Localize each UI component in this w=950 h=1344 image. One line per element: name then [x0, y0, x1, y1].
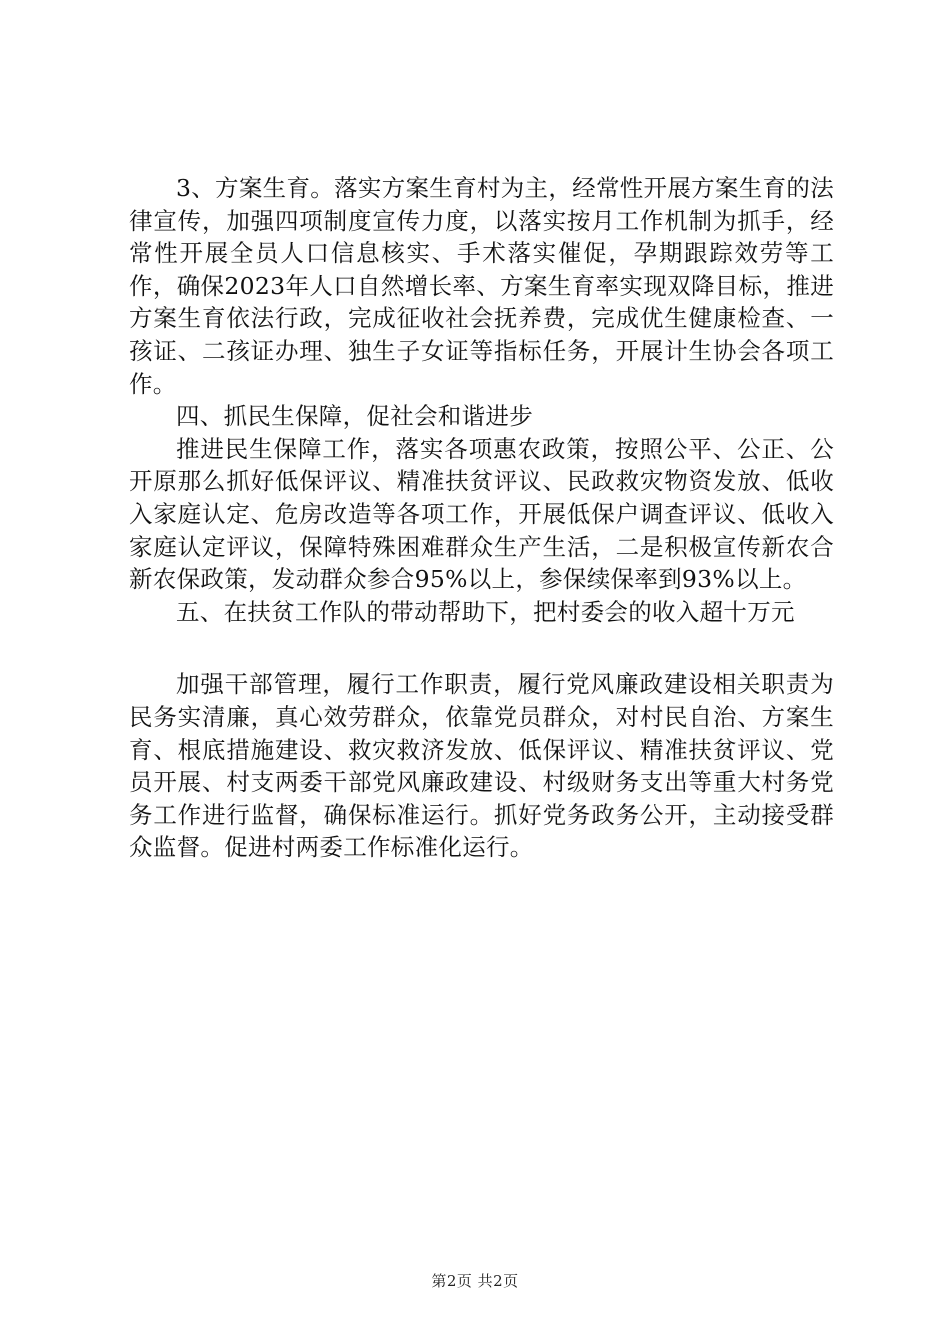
page-number-footer: 第2页 共2页 — [431, 1272, 519, 1290]
paragraph-family-planning: 3、方案生育。落实方案生育村为主，经常性开展方案生育的法律宣传，加强四项制度宣传力度，以落实按月工作机制为抓手，经常性开展全员人口信息核实、手术落实催促，孕期跟踪效劳等工作，确保2023年人口自然增长率、方案生育率实现双降目标，推进方案生育依法行政，完成征收社会抚养费，完成优生健康检查、一孩证、二孩证办理、独生子女证等指标任务，开展计生协会各项工作。 — [129, 174, 834, 398]
paragraph-cadre-management: 加强干部管理，履行工作职责，履行党风廉政建设相关职责为民务实清廉，真心效劳群众，依靠党员群众，对村民自治、方案生育、根底措施建设、救灾救济发放、低保评议、精准扶贫评议、党员开展、村支两委干部党风廉政建设、村级财务支出等重大村务党务工作进行监督，确保标准运行。抓好党务政务公开，主动接受群众监督。促进村两委工作标准化运行。 — [129, 670, 834, 862]
document-body — [129, 172, 834, 864]
paragraph-spacer — [129, 628, 834, 668]
section-heading-poverty-alleviation: 五、在扶贫工作队的带动帮助下，把村委会的收入超十万元 — [176, 597, 795, 626]
section-heading-livelihood: 四、抓民生保障，促社会和谐进步 — [176, 402, 533, 431]
paragraph-livelihood: 推进民生保障工作，落实各项惠农政策，按照公平、公正、公开原那么抓好低保评议、精准扶贫评议、民政救灾物资发放、低收入家庭认定、危房改造等各项工作，开展低保户调查评议、低收入家庭认定评议，保障特殊困难群众生产生活，二是积极宣传新农合新农保政策，发动群众参合95%以上，参保续保率到93%以上。 — [129, 434, 834, 594]
